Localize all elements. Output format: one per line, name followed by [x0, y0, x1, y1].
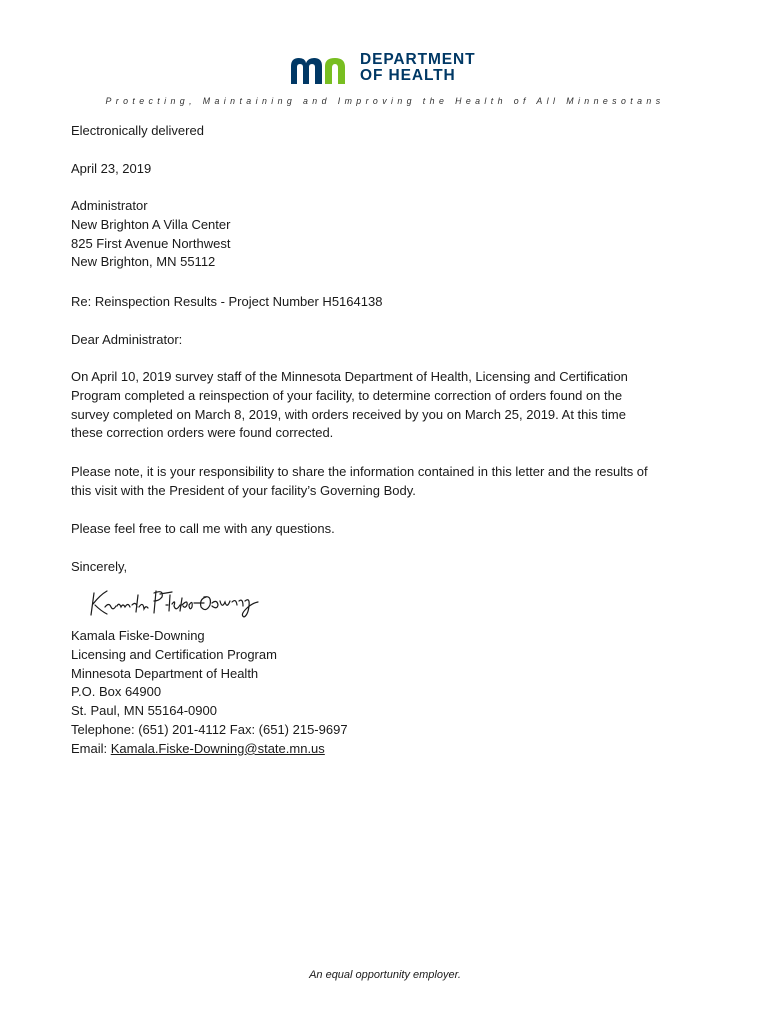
delivery-note: Electronically delivered	[71, 123, 204, 138]
org-name	[360, 52, 480, 84]
sender-po-box: P.O. Box 64900	[71, 684, 162, 700]
subject-line: Re: Reinspection Results - Project Number H5164138	[71, 294, 383, 309]
sender-city: St. Paul, MN 55164-0900	[71, 703, 217, 719]
sender-department: Minnesota Department of Health	[71, 665, 259, 681]
footer-note: An equal opportunity employer.	[309, 969, 461, 981]
tagline: Protecting, Maintaining and Improving the Health of All Minnesotans	[105, 96, 665, 106]
closing: Sincerely,	[71, 559, 128, 574]
paragraph-line: survey completed on March 8, 2019, with orders received by you on March 25, 2019. At this time	[71, 406, 626, 422]
paragraph-line: this visit with the President of your facility’s Governing Body.	[71, 482, 416, 498]
sender-phone: Telephone: (651) 201-4112 Fax: (651) 215-9697	[71, 721, 348, 737]
sender-block	[71, 627, 701, 759]
recipient-line: Administrator	[71, 198, 148, 213]
org-name-line2: OF HEALTH	[360, 67, 456, 84]
paragraph-line: Please note, it is your responsibility to share the information contained in this letter and the results of	[71, 464, 648, 479]
handwritten-signature	[88, 585, 263, 621]
recipient-line: 825 First Avenue Northwest	[71, 235, 231, 251]
recipient-line: New Brighton A Villa Center	[71, 216, 231, 232]
paragraph-responsibility	[71, 463, 701, 501]
paragraph-questions: Please feel free to call me with any questions.	[71, 521, 335, 536]
email-label: Email:	[71, 740, 111, 756]
paragraph-line: Program completed a reinspection of your facility, to determine correction of orders found on the	[71, 387, 623, 403]
email-link[interactable]: Kamala.Fiske-Downing@state.mn.us	[110, 740, 325, 756]
sender-program: Licensing and Certification Program	[71, 646, 277, 662]
letter-date: April 23, 2019	[71, 161, 152, 176]
letterhead-logo	[288, 52, 488, 86]
paragraph-reinspection	[71, 368, 701, 443]
sender-email-line	[71, 740, 701, 759]
salutation: Dear Administrator:	[71, 332, 183, 347]
sender-name: Kamala Fiske-Downing	[71, 628, 205, 643]
mn-logo-icon	[288, 54, 354, 84]
paragraph-line: these correction orders were found corrected.	[71, 425, 334, 441]
recipient-address	[71, 197, 701, 272]
paragraph-line: On April 10, 2019 survey staff of the Minnesota Department of Health, Licensing and Certification	[71, 369, 628, 384]
recipient-line: New Brighton, MN 55112	[71, 254, 216, 270]
org-name-line1: DEPARTMENT	[360, 51, 476, 68]
